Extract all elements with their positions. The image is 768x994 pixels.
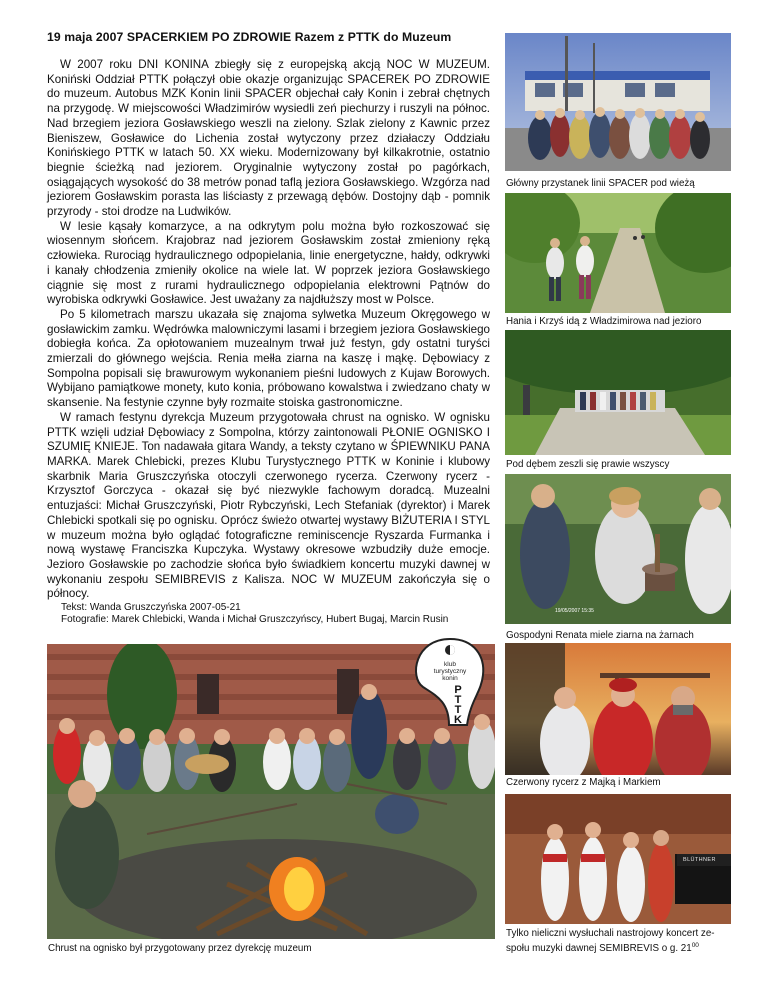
article-column	[47, 30, 490, 626]
logo-letter-t1: T	[454, 694, 462, 706]
credits	[61, 602, 490, 626]
caption-walkers: Hania i Krzyś idą z Władzimirowa nad jezioro	[506, 316, 702, 327]
logo-text-turystyczny: turystyczny	[433, 668, 467, 675]
caption-oak-tree: Pod dębem zeszli się prawie wszyscy	[506, 459, 670, 470]
caption-bus-stop: Główny przystanek linii SPACER pod wieżą	[506, 178, 695, 189]
photo-red-knight	[505, 643, 731, 775]
logo-letter-t2: T	[454, 704, 462, 716]
photo-grinding	[505, 474, 731, 624]
caption-campfire: Chrust na ognisko był przygotowany przez dyrekcję muzeum	[48, 943, 312, 954]
logo-text-konin: konin	[442, 675, 458, 682]
paragraph-1: W 2007 roku DNI KONINA zbiegły się z europejską akcją NOC W MUZEUM. Koniński Oddział PTTK połączył obie okazje organizując SPACEREK PO ZDROWIE do muzeum. Autobus MZK Konin linii SPACER objechał cały Konin i zebrał chętnych na przygodę. W miejscowości Władzimirów wysiedli zeń piechurzy i ruszyli na północ. Nad brzegiem jeziora Gosławskiego weszli na zielony. Szlak zielony z Kawnic przez Bieniszew, Gosławice do Lichenia został wytyczony przez działaczy Oddziału Konińskiego PTTK w latach 50. XX wieku. Modernizowany był kilkakrotnie, ostatnio biegnie ścieżką nad jeziorem. Oryginalnie wytyczony został po pagórkach, osiągających wysokość do 38 metrów ponad taflą jeziora Gosławskiego. Wzgórza nad jeziorem Gosławskim porasta las liściasty z przewagą dębów. Dostojny dąb - pomnik przyrody - stoi drodze na Ludwików.	[47, 58, 490, 219]
paragraph-4: W ramach festynu dyrekcja Muzeum przygotowała chrust na ognisko. W ognisku PTTK wzięli udział Dębowiacy z Sompolna, którzy zaintonowali PŁONIE OGNISKO I SZUMIĘ KNIEJE. Ton nadawała gitara Wandy, a teksty czytano w ŚPIEWNIKU PANA MARKA. Marek Chlebicki, prezes Klubu Turystycznego PTTK w Koninie i klubowy skarbnik Maria Gruszczyńska otoczyli czerwonego rycerza. Czerwony rycerz - Krzysztof Gorczyca - okazał się być niezwykle fachowym doradcą. Muzealni entuzjaści: Michał Gruszczyński, Piotr Rybczyński, Lech Stefaniak (dyrektor) i Marek Chlebicki spotkali się po ognisku. Oprócz świeżo otwartej wystawy BIŻUTERIA I STYL w muzeum można było oglądać fotograficzne reminiscencje Ryszarda Furmanka i nową wystawę Franciszka Kupczyka. Wystawy okresowe wzbudziły duże emocje. Jezioro Gosławskie po zachodzie słońca było świadkiem koncertu muzyki dawnej w wykonaniu zespołu SEMIBREVIS z Kalisza. NOC W MUZEUM zakończyła się o północy.	[47, 410, 490, 601]
credits-text: Tekst: Wanda Gruszczyńska 2007-05-21	[61, 602, 241, 614]
photo-walkers	[505, 193, 731, 313]
photo-bus-stop	[505, 33, 731, 171]
caption-concert: Tylko nieliczni wysłuchali nastrojowy koncert zespołu muzyki dawnej SEMIBREVIS o g. $21^{00}$	[506, 928, 715, 954]
logo-letter-k: K	[454, 714, 462, 726]
credits-photos: Fotografie: Marek Chlebicki, Wanda i Michał Gruszczyńscy, Hubert Bugaj, Marcin Rusin	[61, 614, 449, 626]
caption-red-knight: Czerwony rycerz z Majką i Markiem	[506, 777, 661, 788]
article-body	[47, 58, 490, 602]
caption-grinding: Gospodyni Renata miele ziarna na żarnach	[506, 630, 694, 641]
paragraph-2: W lesie kąsały komarzyce, a na odkrytym polu można było rozkoszować się wiosennym słońcem. Krajobraz nad jeziorem Gosławskim został zmieniony ręką człowieka. Rurociąg hydraulicznego odpopielania, linie energetyczne, hałdy, odkrywki i kanały chłodzenia zmieniły okolice na wiele lat. W poprzek jeziora Gosławskiego ciągnie się most z rurami hydraulicznego odpopielania elektrowni Pątnów do wyrobiska odkrywki Gosławice. Jest uważany za najdłuższy most w Polsce.	[47, 219, 490, 307]
logo-text-klub: klub	[444, 661, 456, 668]
photo-oak-tree	[505, 330, 731, 455]
page-title: 19 maja 2007 SPACERKIEM PO ZDROWIE Razem z PTTK do Muzeum	[47, 30, 452, 44]
paragraph-3: Po 5 kilometrach marszu ukazała się znajoma sylwetka Muzeum Okręgowego w gosławickim zamku. Wędrówka malowniczymi lasami i brzegiem jeziora Gosławskiego dobiegła końca. Za opłotowaniem muzealnym trwał już festyn, gdy ostatni turyści zmierzali do głównego wejścia. Renia mełła ziarna na kaszę i mąkę. Dębowiacy z Sompolna popisali się brawurowym wykonaniem pieśni ludowych z Kujaw Borowych. Wybijano pamiątkowe monety, kuto konia, próbowano kowalstwa i zwiedzano chaty w skansenie. Na festynie czynne były rozmaite stoiska gastronomiczne.	[47, 307, 490, 410]
piano-brand: BLÜTHNER	[683, 857, 716, 863]
photo-timestamp: 19/05/2007 15:35	[555, 608, 594, 614]
photo-concert	[505, 794, 731, 924]
pttk-logo	[405, 635, 495, 727]
logo-letter-p: P	[454, 684, 462, 696]
